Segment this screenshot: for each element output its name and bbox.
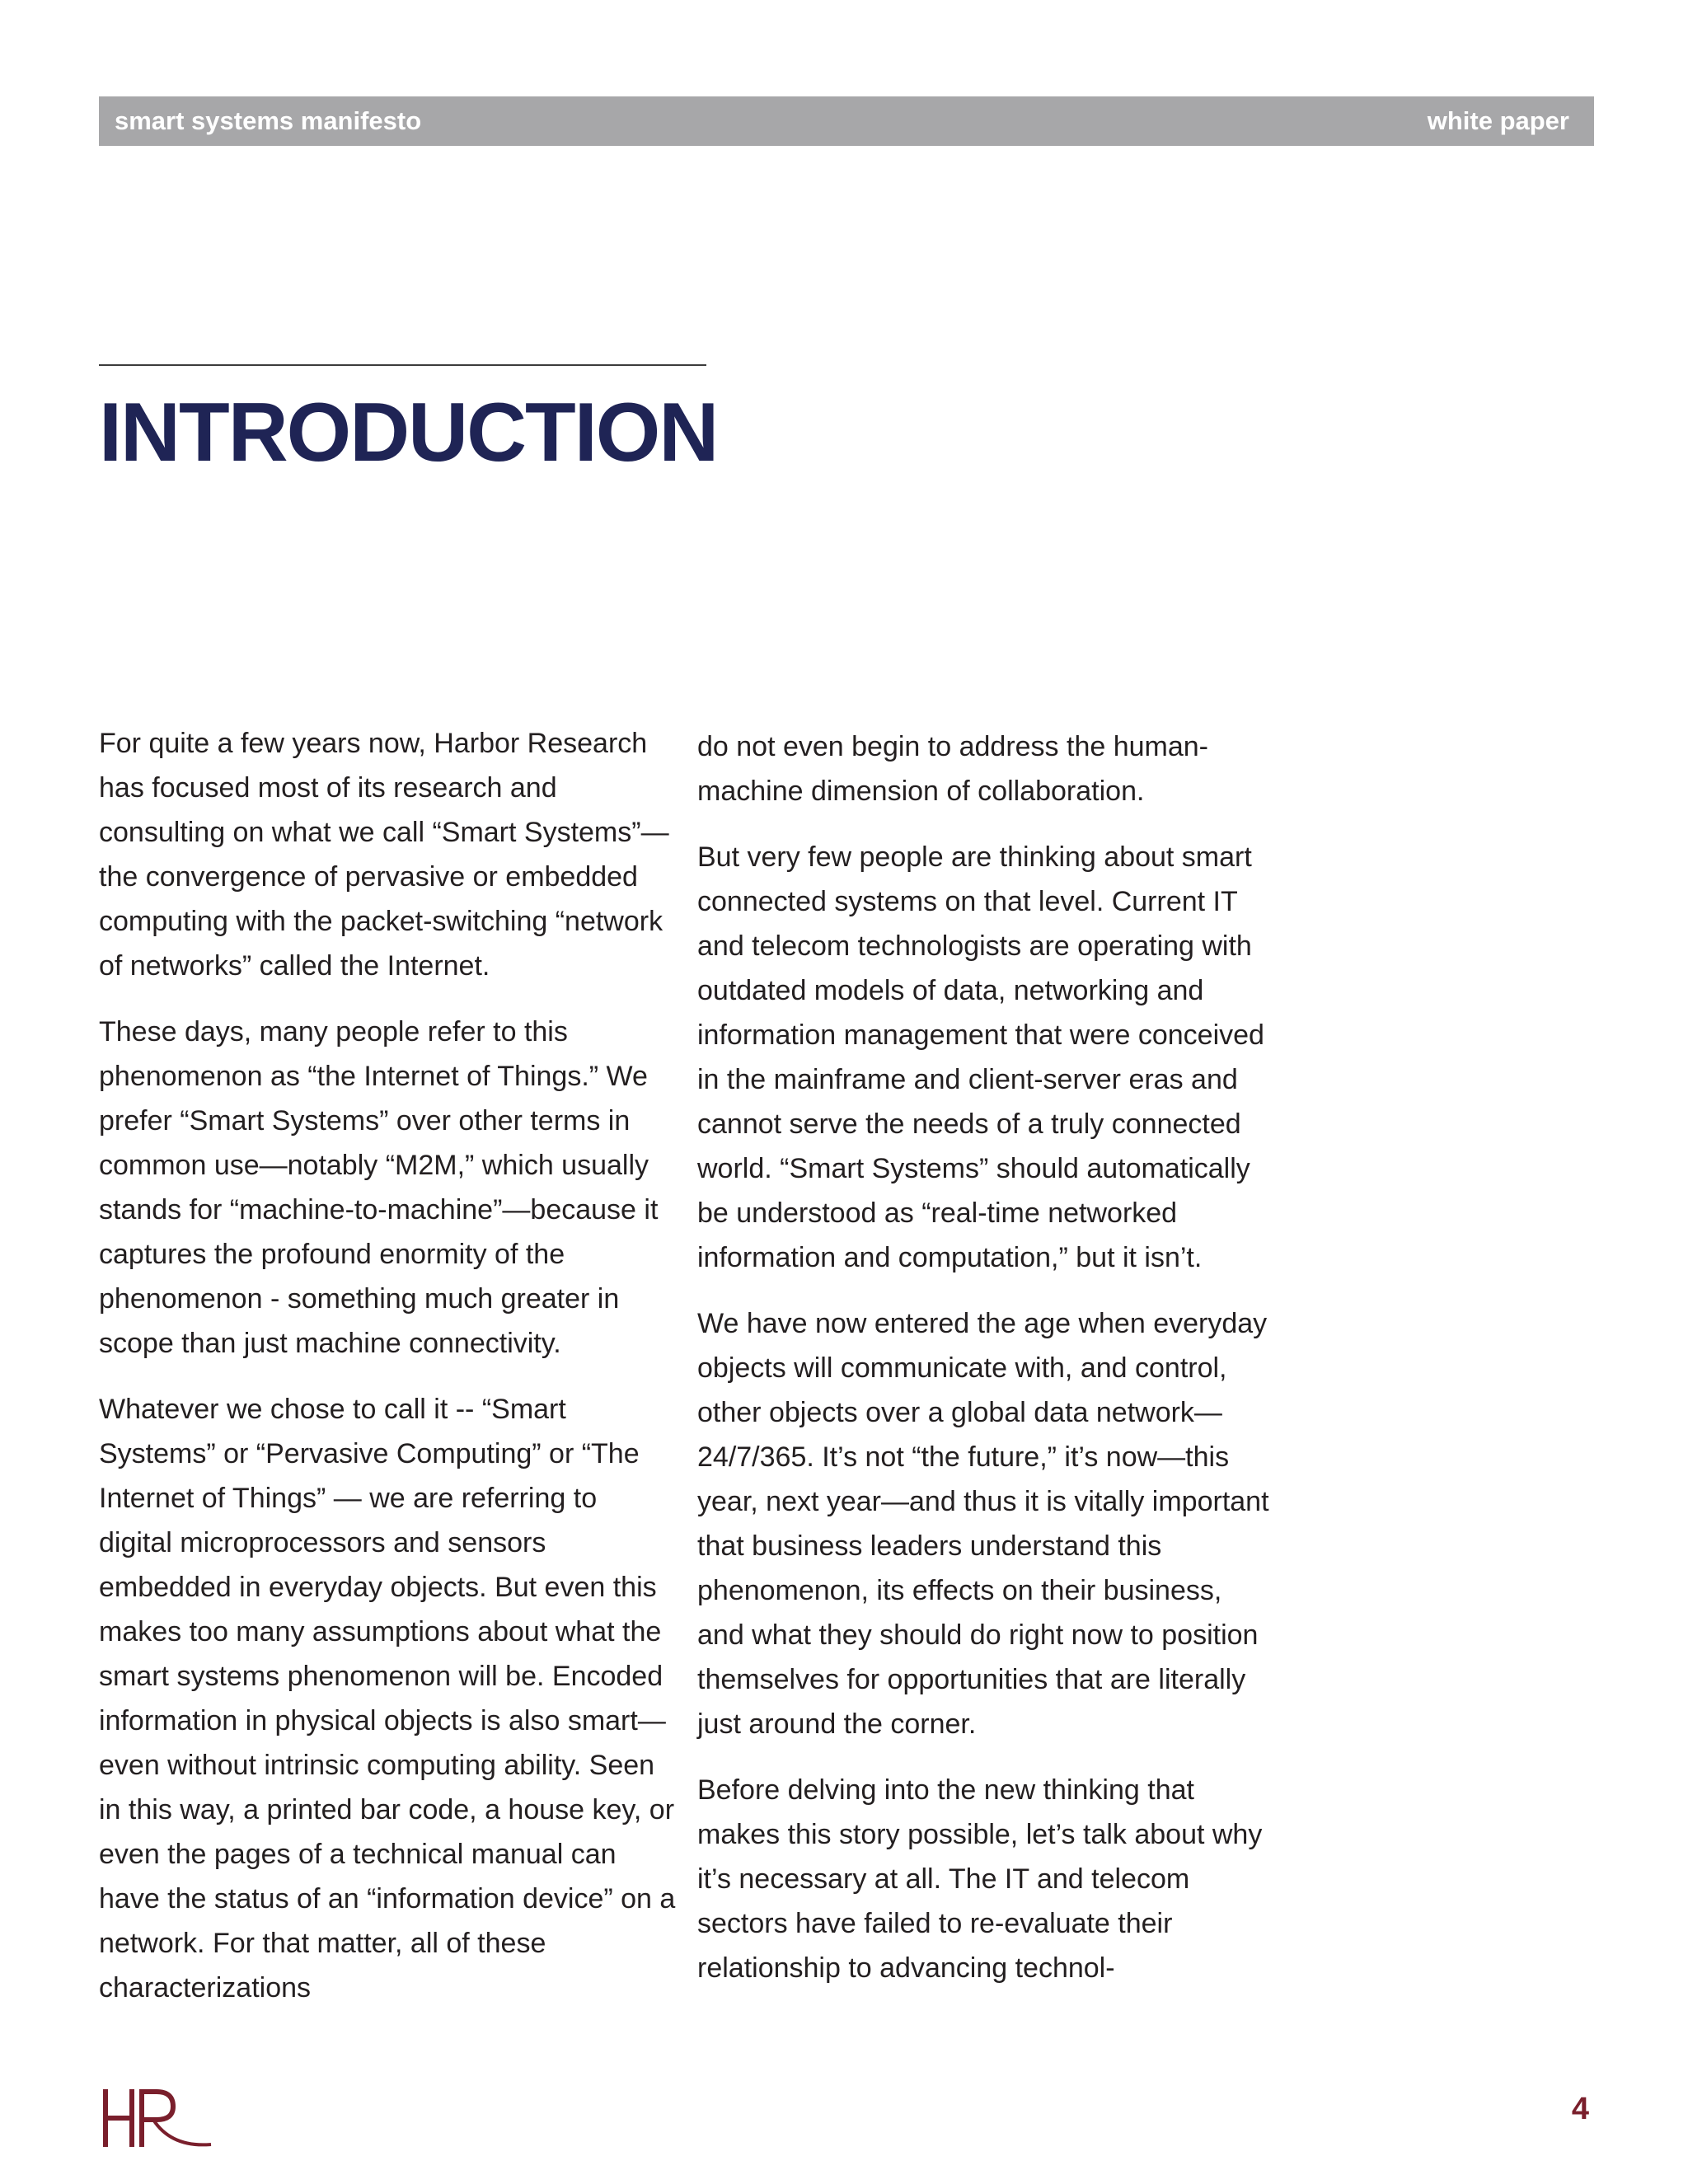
- page-number: 4: [1571, 2092, 1589, 2126]
- header-left-text: smart systems manifesto: [115, 106, 422, 135]
- paragraph: Before delving into the new thinking that makes this story possible, let’s talk about why it’s necessary at all. The IT and telecom sectors have failed to re-evaluate their relationship to advancing technol-: [697, 1774, 1263, 1984]
- title-rule: [99, 364, 706, 366]
- paragraph: Whatever we chose to call it -- “Smart Systems” or “Pervasive Computing” or “The Internet of Things” — we are referring to digital microprocessors and sensors embedded in everyday objects. But even this makes too many assumptions about what the smart systems phenomenon will be. Encoded information in physical objects is also smart—even without intrinsic computing ability. Seen in this way, a printed bar code, a house key, or even the pages of a technical manual can have the status of an “information device” on a network. For that matter, all of these characterizations: [99, 1394, 676, 2004]
- left-column: [99, 721, 676, 2032]
- paragraph: do not even begin to address the human-machine dimension of collaboration.: [697, 731, 1208, 807]
- paragraph: We have now entered the age when everyday objects will communicate with, and control, other objects over a global data network—24/7/365. It’s not “the future,” it’s now—this year, next year—and thus it is vitally important that business leaders understand this phenomenon, its effects on their business, and what they should do right now to position themselves for opportunities that are literally just around the corner.: [697, 1308, 1269, 1740]
- paragraph: For quite a few years now, Harbor Research has focused most of its research and consulting on what we call “Smart Systems”—the convergence of pervasive or embedded computing with the packet-switching “network of networks” called the Internet.: [99, 728, 669, 982]
- header-right-text: white paper: [1427, 106, 1569, 135]
- right-column: [697, 724, 1274, 2012]
- paragraph: But very few people are thinking about smart connected systems on that level. Current IT and telecom technologists are operating with outdated models of data, networking and information management that were conceived in the mainframe and client-server eras and cannot serve the needs of a truly connected world. “Smart Systems” should automatically be understood as “real-time networked information and computation,” but it isn’t.: [697, 841, 1264, 1273]
- paragraph: These days, many people refer to this phenomenon as “the Internet of Things.” We prefer “Smart Systems” over other terms in common use—notably “M2M,” which usually stands for “machine-to-machine”—because it captures the profound enormity of the phenomenon - something much greater in scope than just machine connectivity.: [99, 1016, 659, 1359]
- harbor-research-logo: [99, 2087, 214, 2153]
- page-title: INTRODUCTION: [99, 387, 718, 479]
- running-header: [99, 96, 1594, 146]
